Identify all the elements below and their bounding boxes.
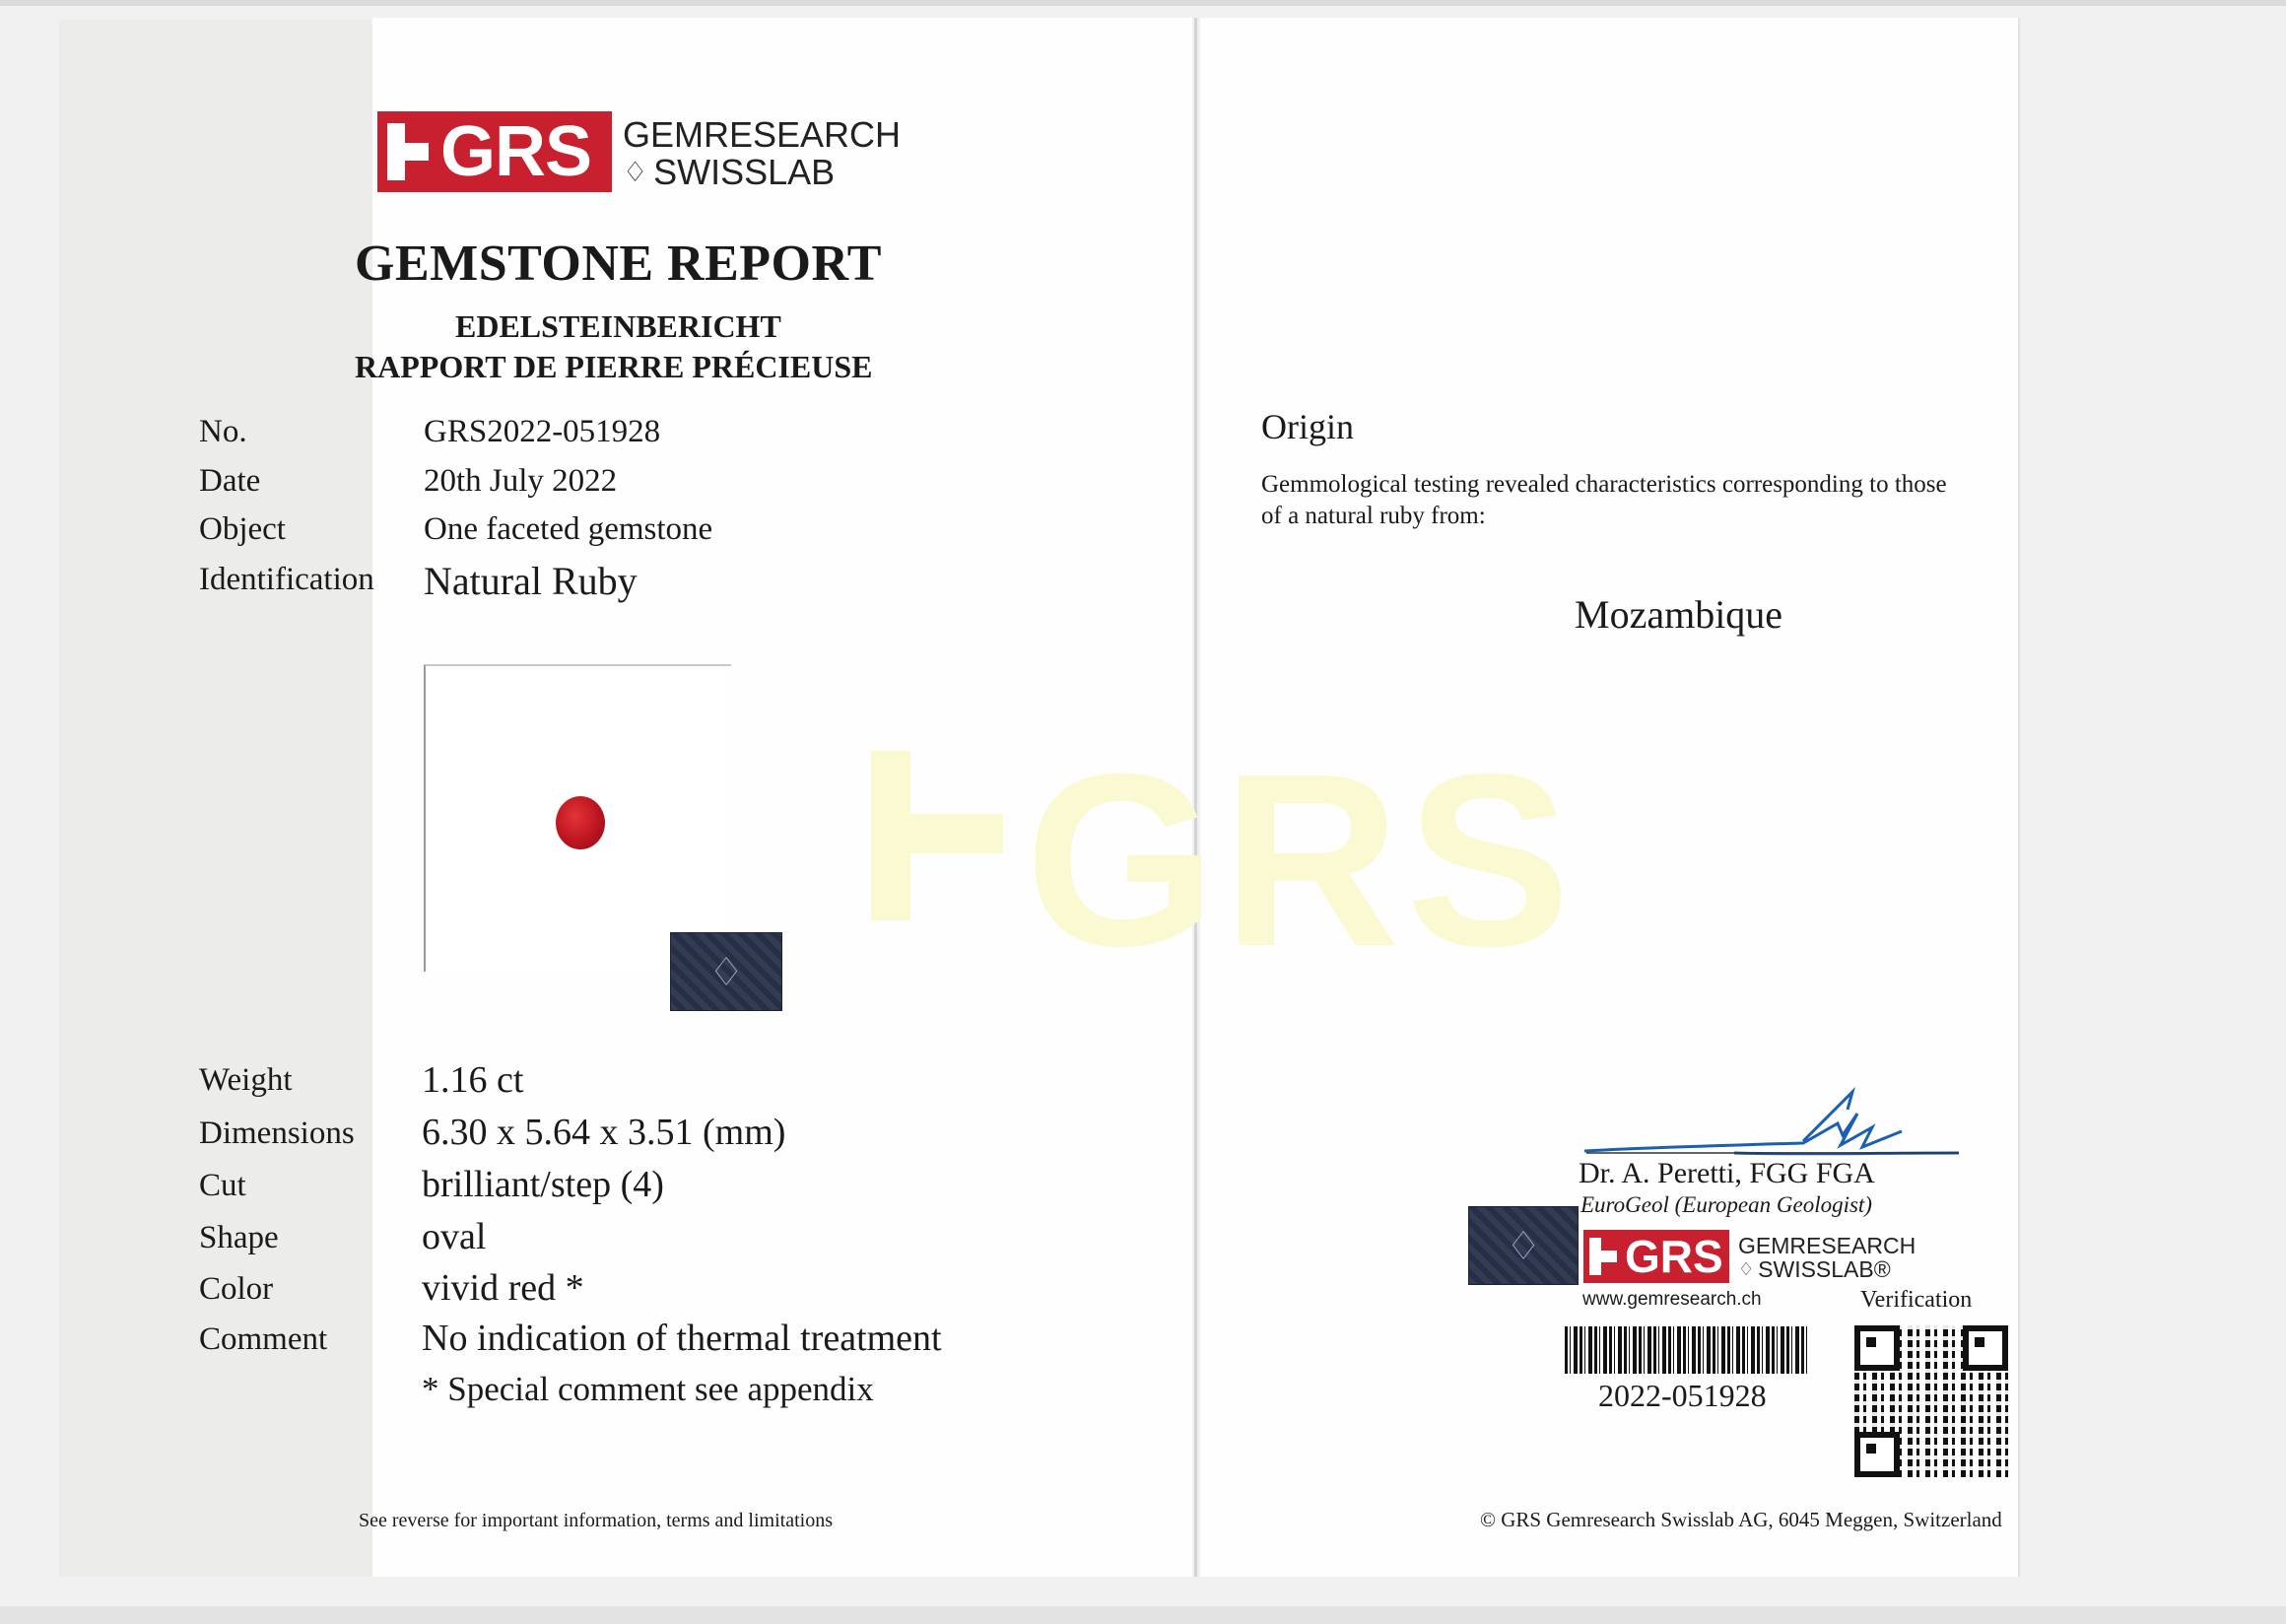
logo-red-block [377, 111, 612, 192]
origin-text-line1: Gemmological testing revealed characteristics corresponding to those [1261, 471, 1947, 498]
field-value-color: vivid red * [422, 1267, 584, 1309]
field-value-no: GRS2022-051928 [424, 414, 661, 449]
logo-line2-row [623, 151, 901, 192]
report-subtitle-de: EDELSTEINBERICHT [455, 308, 781, 344]
signatory-title: EuroGeol (European Geologist) [1580, 1192, 1872, 1217]
qr-finder-bottom-left [1854, 1432, 1900, 1477]
security-hologram-right-icon [1468, 1206, 1579, 1285]
verification-label: Verification [1860, 1287, 1973, 1313]
field-label-comment: Comment [199, 1321, 328, 1357]
swiss-cross-right-arm-icon [1601, 1251, 1617, 1262]
page-edge [2018, 18, 2020, 1577]
website-link[interactable]: www.gemresearch.ch [1582, 1289, 1762, 1310]
field-label-identification: Identification [199, 562, 374, 597]
barcode-number: 2022-051928 [1598, 1378, 1767, 1413]
field-label-color: Color [199, 1271, 274, 1307]
field-value-cut: brilliant/step (4) [422, 1164, 664, 1205]
logo-mark: GRS [440, 112, 592, 191]
swiss-cross-right-icon [1589, 1238, 1601, 1275]
hologram-diamond-icon: ♢ [708, 949, 744, 994]
signatory-name: Dr. A. Peretti, FGG FGA [1579, 1157, 1875, 1189]
field-value-shape: oval [422, 1216, 487, 1257]
signature-image [1577, 1084, 1961, 1163]
logo-right-line2-row [1738, 1257, 1916, 1281]
field-label-no: No. [199, 414, 247, 449]
field-label-date: Date [199, 463, 261, 499]
logo-right-line2: SWISSLAB® [1758, 1256, 1891, 1283]
logo-line2: SWISSLAB [653, 151, 836, 192]
field-label-cut: Cut [199, 1168, 246, 1203]
field-value-date: 20th July 2022 [424, 463, 618, 499]
diamond-right-icon: ♢ [1738, 1258, 1755, 1279]
report-title: GEMSTONE REPORT [355, 236, 882, 292]
scan-edge-top [0, 0, 2286, 6]
origin-country: Mozambique [1575, 592, 1783, 637]
scan-edge-bottom [0, 1606, 2286, 1624]
field-label-shape: Shape [199, 1220, 279, 1255]
field-value-comment: No indication of thermal treatment [422, 1318, 942, 1359]
logo-right-wordmark [1738, 1234, 1916, 1281]
field-label-weight: Weight [199, 1062, 293, 1098]
field-value-identification: Natural Ruby [424, 559, 638, 603]
diamond-icon: ♢ [623, 157, 648, 187]
verification-qr-code[interactable] [1854, 1325, 2008, 1477]
qr-finder-top-left [1854, 1325, 1900, 1371]
field-value-dimensions: 6.30 x 5.64 x 3.51 (mm) [422, 1112, 786, 1153]
barcode-image [1565, 1326, 1809, 1374]
field-label-object: Object [199, 511, 286, 547]
swiss-cross-arm-icon [405, 143, 429, 161]
swiss-cross-icon [387, 123, 405, 180]
logo-right-red-block [1583, 1230, 1729, 1283]
logo-wordmark [623, 116, 901, 191]
hologram-right-diamond-icon: ♢ [1506, 1223, 1541, 1268]
logo-right-mark: GRS [1625, 1231, 1723, 1282]
origin-text-line2: of a natural ruby from: [1261, 503, 1486, 529]
report-subtitle-fr: RAPPORT DE PIERRE PRÉCIEUSE [355, 349, 873, 384]
field-value-object: One faceted gemstone [424, 511, 713, 547]
field-value-weight: 1.16 ct [422, 1059, 524, 1101]
logo-line1: GEMRESEARCH [623, 114, 902, 155]
left-footer: See reverse for important information, terms and limitations [359, 1510, 833, 1531]
watermark-text: GRS [1025, 722, 1577, 997]
origin-heading: Origin [1261, 407, 1354, 446]
watermark-bar-vertical [871, 751, 910, 920]
ruby-stone-image [556, 796, 605, 849]
qr-finder-top-right [1963, 1325, 2008, 1371]
special-comment-note: * Special comment see appendix [422, 1370, 874, 1408]
logo-right-line1: GEMRESEARCH [1738, 1233, 1916, 1258]
field-label-dimensions: Dimensions [199, 1116, 355, 1151]
watermark-bar-horizontal [910, 814, 1003, 853]
right-footer: © GRS Gemresearch Swisslab AG, 6045 Meggen, Switzerland [1480, 1508, 2002, 1531]
security-hologram-icon [670, 932, 782, 1011]
